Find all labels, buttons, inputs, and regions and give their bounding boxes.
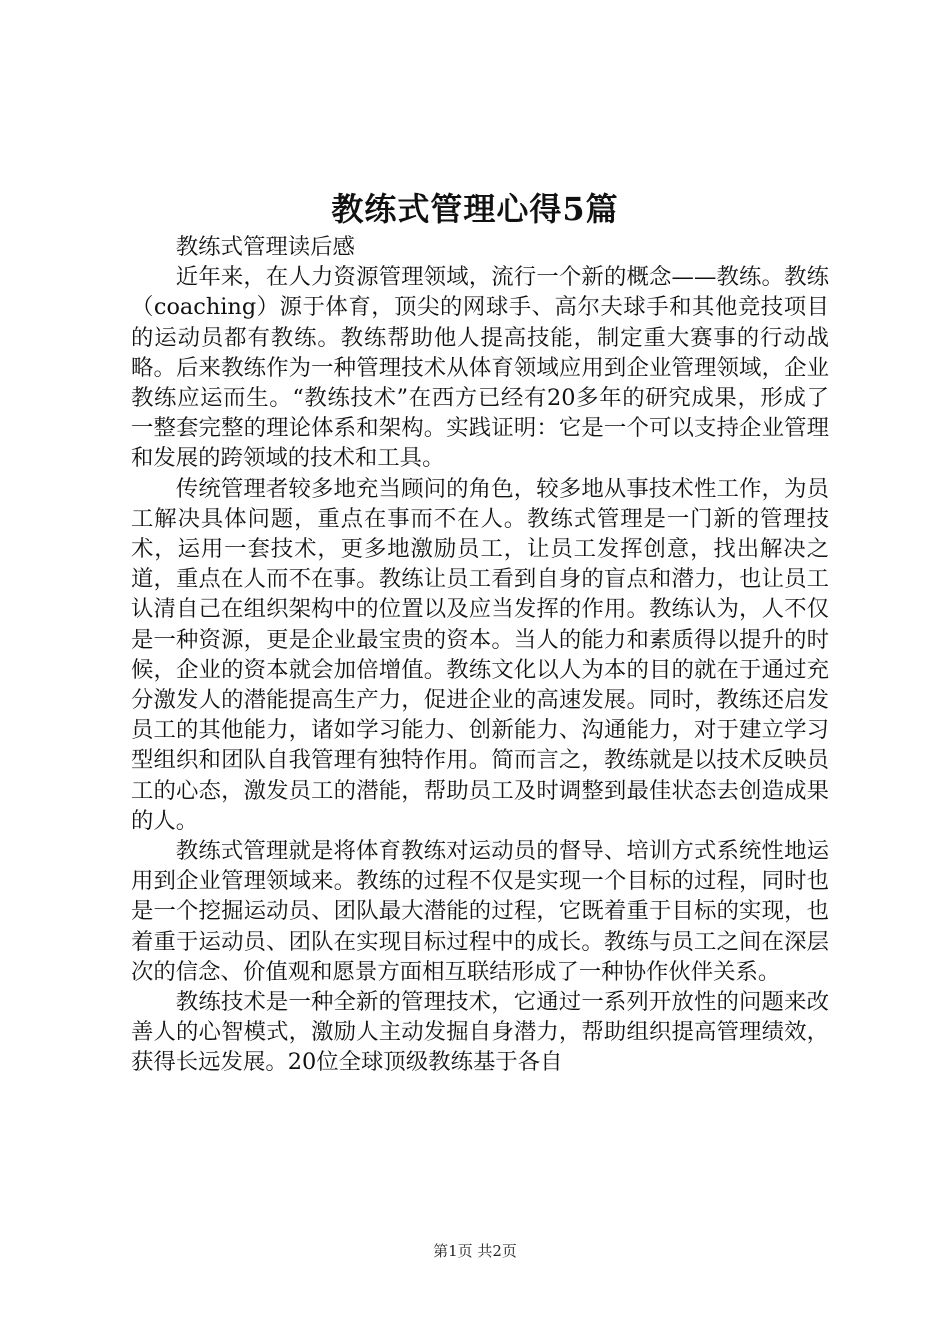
page-number-footer: 第1页 共2页 bbox=[433, 1242, 517, 1260]
document-body bbox=[131, 232, 829, 1078]
paragraph: 传统管理者较多地充当顾问的角色，较多地从事技术性工作，为员工解决具体问题，重点在事而不在人。教练式管理是一门新的管理技术，运用一套技术，更多地激励员工，让员工发挥创意，找出解决之道，重点在人而不在事。教练让员工看到自身的盲点和潜力，也让员工认清自己在组织架构中的位置以及应当发挥的作用。教练认为，人不仅是一种资源，更是企业最宝贵的资本。当人的能力和素质得以提升的时候，企业的资本就会加倍增值。教练文化以人为本的目的就在于通过充分激发人的潜能提高生产力，促进企业的高速发展。同时，教练还启发员工的其他能力，诸如学习能力、创新能力、沟通能力，对于建立学习型组织和团队自我管理有独特作用。简而言之，教练就是以技术反映员工的心态，激发员工的潜能，帮助员工及时调整到最佳状态去创造成果的人。 bbox=[131, 475, 829, 834]
document-title: 教练式管理心得5篇 bbox=[331, 190, 619, 228]
paragraph: 近年来，在人力资源管理领域，流行一个新的概念——教练。教练（coaching）源于体育，顶尖的网球手、高尔夫球手和其他竞技项目的运动员都有教练。教练帮助他人提高技能，制定重大赛事的行动战略。后来教练作为一种管理技术从体育领域应用到企业管理领域，企业教练应运而生。“教练技术”在西方已经有20多年的研究成果，形成了一整套完整的理论体系和架构。实践证明：它是一个可以支持企业管理和发展的跨领域的技术和工具。 bbox=[131, 264, 829, 472]
paragraph: 教练式管理就是将体育教练对运动员的督导、培训方式系统性地运用到企业管理领域来。教练的过程不仅是实现一个目标的过程，同时也是一个挖掘运动员、团队最大潜能的过程，它既着重于目标的实现，也着重于运动员、团队在实现目标过程中的成长。教练与员工之间在深层次的信念、价值观和愿景方面相互联结形成了一种协作伙伴关系。 bbox=[131, 838, 829, 985]
paragraph-subtitle: 教练式管理读后感 bbox=[175, 234, 355, 260]
paragraph: 教练技术是一种全新的管理技术，它通过一系列开放性的问题来改善人的心智模式，激励人主动发掘自身潜力，帮助组织提高管理绩效，获得长远发展。20位全球顶级教练基于各自 bbox=[131, 989, 829, 1076]
